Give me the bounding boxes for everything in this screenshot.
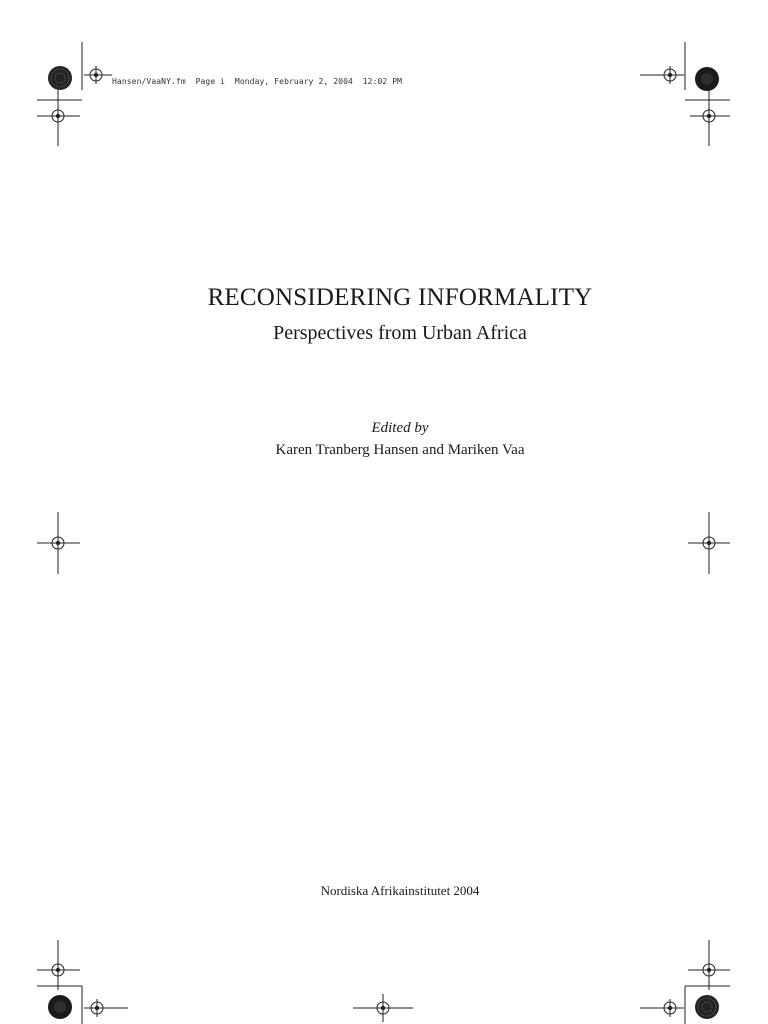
registration-mark-bottom-left [88, 999, 106, 1017]
registration-mark-top-left [87, 66, 105, 84]
registration-mark-middle-left [49, 534, 67, 552]
registration-mark-top-right [661, 66, 679, 84]
registration-mark-bottom-right-upper [700, 961, 718, 979]
publisher-line: Nordiska Afrikainstitutet 2004 [320, 883, 480, 898]
registration-mark-bottom-right [661, 999, 679, 1017]
editors-names: Karen Tranberg Hansen and Mariken Vaa [275, 442, 525, 458]
book-subtitle: Perspectives from Urban Africa [273, 322, 527, 344]
solid-mark-bottom-left [48, 995, 72, 1019]
starburst-mark-bottom-right [695, 995, 719, 1019]
registration-mark-top-right-lower [700, 107, 718, 125]
solid-mark-top-right [695, 67, 719, 91]
crop-marks-top-left [37, 42, 112, 146]
registration-mark-top-left-lower [49, 107, 67, 125]
print-slug-line: Hansen/VaaNY.fm Page i Monday, February 2, 2004 12:02 PM [112, 77, 403, 86]
registration-mark-bottom-center [374, 999, 392, 1017]
edited-by-label: Edited by [371, 420, 429, 436]
book-title: RECONSIDERING INFORMALITY [207, 284, 593, 311]
starburst-mark-top-left [48, 66, 72, 90]
crop-marks-top-right [640, 42, 730, 146]
registration-mark-bottom-left-upper [49, 961, 67, 979]
registration-mark-middle-right [700, 534, 718, 552]
